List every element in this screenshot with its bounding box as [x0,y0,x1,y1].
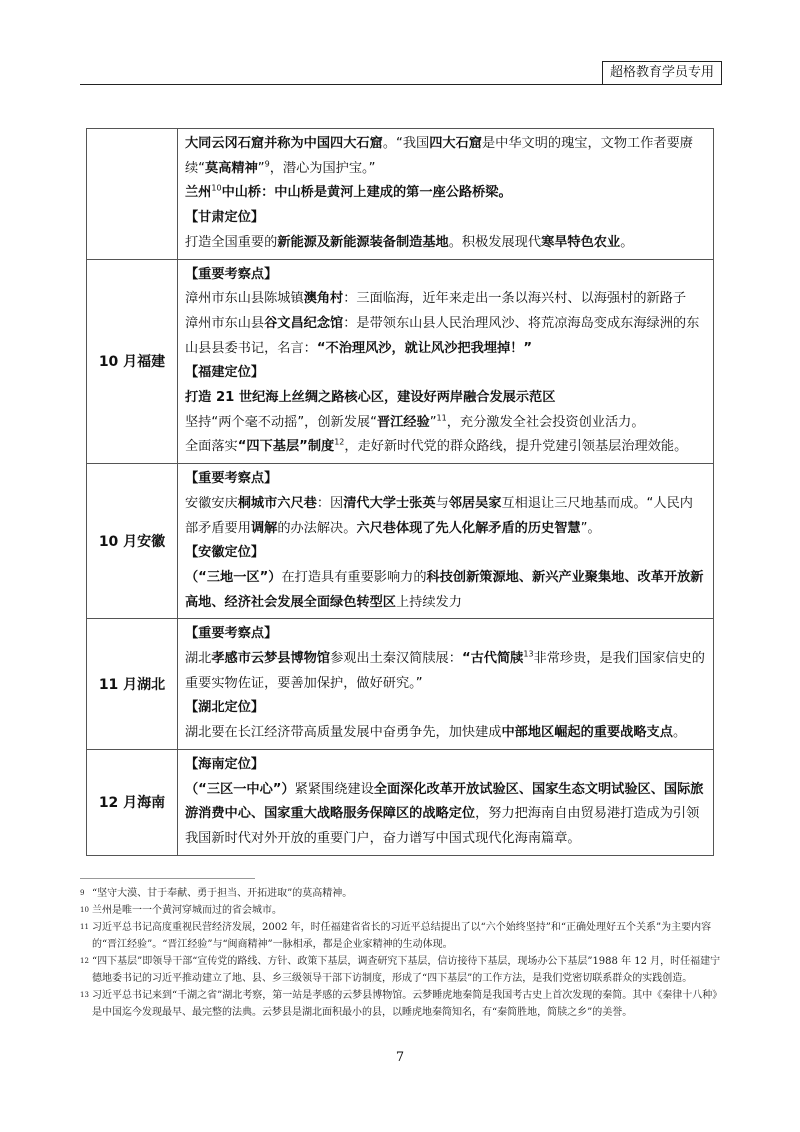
text-segment: 参观出土秦汉简牍展： [330,651,462,667]
text-segment: 打造 21 世纪海上丝绸之路核心区，建设好两岸融合发展示范区 [185,390,556,406]
region-cell: 10 月安徽 [87,464,178,619]
content-line [185,206,706,231]
content-line [185,411,706,436]
footnote-item [80,987,725,1021]
text-segment: 。“我国 [382,136,430,151]
text-segment: 寒旱特色农业 [541,234,621,250]
footnote-ref: 12 [334,438,345,448]
text-segment: 。 [620,234,634,250]
region-cell: 10 月福建 [87,259,178,464]
text-segment: 六尺巷体现了先人化解矛盾的历史智慧 [356,520,581,536]
text-segment: 兰州 [185,185,212,201]
text-segment: 中山桥：中山桥是黄河上建成的第一座公路桥梁。 [221,185,512,201]
text-segment: 互相退让三尺地基而成。“人民内部矛盾要用 [185,495,693,536]
text-segment: 澳角村 [303,291,344,307]
footnote-ref: 10 [211,184,222,194]
content-line [185,467,706,492]
footnote-item [80,953,725,987]
content-line [185,753,706,778]
text-segment: 【重要考察点】 [185,626,278,642]
text-segment: 【重要考察点】 [185,266,278,282]
footnote-number: 10 [80,906,89,914]
text-segment: 大同云冈石窟并称为中国四大石窟 [185,136,383,151]
footnote-text: 习近平总书记高度重视民营经济发展，2002 年，时任福建省省长的习近平总结提出了以“六个始终坚持”和“正确处理好五个关系”为主要内容的“晋江经验”。“晋江经验”与“闽商精神”一脉相承，都是企业家精神的生动体现。 [92,922,712,950]
text-segment: 【甘肃定位】 [185,210,265,226]
footnote-rule [80,878,255,879]
content-line [185,287,706,312]
content-line [185,181,706,206]
content-line [185,647,706,696]
text-segment: ，努力把海南自由贸易港打造成为引领我国新时代对外开放的重要门户，奋力谱写中国式现代化海南篇章。 [185,806,700,846]
text-segment: ：是带领东山县人民治理风沙、将荒凉海岛变成东海绿洲的东山县县委书记，名言： [185,315,700,356]
region-cell: 12 月海南 [87,749,178,855]
header-watermark: 超格教育学员专用 [602,61,722,85]
text-segment: 邻居吴家 [448,495,502,511]
text-segment: “古代简牍 [461,651,524,667]
text-segment: 谷文昌纪念馆 [264,315,344,331]
text-segment: “不治理风沙，就让风沙把我埋掉！” [316,340,533,356]
text-segment: 【安徽定位】 [185,545,265,561]
content-cell [178,619,714,750]
text-segment: 漳州市东山县陈城镇 [185,291,304,307]
footnote-number: 9 [80,889,85,897]
header-rule [80,84,720,85]
text-segment: 孝感市云梦县博物馆 [211,651,331,667]
content-line [185,132,706,181]
text-segment: 漳州市东山县 [185,315,265,331]
content-line [185,622,706,647]
content-line [185,263,706,288]
text-segment: 坚持“两个毫不动摇”，创新发展“ [185,414,377,430]
content-line [185,231,706,256]
text-segment: 新能源及新能源装备制造基地 [277,234,449,250]
text-segment: ” [257,160,265,176]
text-segment: 【福建定位】 [185,365,265,381]
text-segment: 的办法解决。 [277,520,357,536]
footnote-text: “四下基层”即领导干部“宣传党的路线、方针、政策下基层，调查研究下基层，信访接待下基层，现场办公下基层”1988 年 12 月，时任福建宁德地委书记的习近平推动建立了地、县、乡三级领导干部下访制度，形成了“四下基层”的工作方法，是我们党密切联系群众的实践创造。 [92,956,721,984]
text-segment: 非常珍贵，是我们国家信史的重要实物佐证，要善加保护，做好研究。” [185,651,705,691]
content-table [86,128,714,856]
text-segment: ：三面临海，近年来走出一条以海兴村、以海强村的新路子 [343,291,687,307]
content-cell [178,259,714,464]
text-segment: 桐城市六尺巷 [237,495,317,511]
content-line [185,386,706,411]
table-row [87,464,714,619]
text-segment: ，充分激发全社会投资创业活力。 [446,414,645,430]
text-segment: 科技创新策源地、新兴产业聚集地、改革开放新高地、经济社会发展全面绿色转型区 [185,569,704,610]
region-cell: 11 月湖北 [87,619,178,750]
table-row [87,259,714,464]
text-segment: 是中华文明的瑰宝，文物工作者要赓续“ [185,136,693,176]
footnote-number: 11 [80,923,89,931]
content-line [185,435,706,460]
footnote-item [80,885,725,902]
text-segment: ：因 [316,495,344,511]
footnote-item [80,919,725,953]
text-segment: 。积极发展现代 [448,234,542,250]
content-cell [178,749,714,855]
text-segment: ，走好新时代党的群众路线，提升党建引领基层治理效能。 [344,439,688,455]
table-row [87,129,714,260]
text-segment: 上持续发力 [396,594,462,610]
footnote-ref: 9 [264,159,270,169]
text-segment: 莫高精神 [205,160,258,176]
footnote-item [80,902,725,919]
text-segment: 【湖北定位】 [185,700,265,716]
text-segment: 晋江经验 [376,414,430,430]
footnote-ref: 13 [523,649,534,659]
text-segment: 清代大学士张英 [343,495,436,511]
table-row [87,749,714,855]
text-segment: 与 [435,495,449,511]
text-segment: ” [429,414,437,430]
text-segment: （“三区一中心”） [185,781,295,797]
text-segment: 湖北 [185,651,212,667]
text-segment: 【海南定位】 [185,756,265,772]
content-line [185,696,706,721]
footnote-text: “坚守大漠、甘于奉献、勇于担当、开拓进取”的莫高精神。 [92,888,353,899]
text-segment: ”。 [580,520,601,536]
content-cell [178,129,714,260]
text-segment: 紧紧围绕建设 [294,781,374,797]
text-segment: ，潜心为国护宝。” [269,160,376,176]
footnote-text: 习近平总书记来到“千湖之省”湖北考察，第一站是孝感的云梦县博物馆。云梦睡虎地秦简是我国考古史上首次发现的秦简。其中《秦律十八种》是中国迄今发现最早、最完整的法典。云梦县是湖北面积最小的县，以睡虎地秦简知名，有“秦简胜地，简牍之乡”的美誉。 [92,990,723,1018]
footnote-number: 12 [80,957,89,965]
text-segment: 中部地区崛起的重要战略支点 [501,725,673,741]
content-line [185,312,706,361]
text-segment: “四下基层”制度 [237,439,335,455]
text-segment: 在打造具有重要影响力的 [281,569,427,585]
text-segment: 安徽安庆 [185,495,238,511]
text-segment: 打造全国重要的 [185,234,278,250]
footnote-number: 13 [80,991,89,999]
text-segment: 【重要考察点】 [185,471,278,487]
text-segment: 湖北要在长江经济带高质量发展中奋勇争先，加快建成 [185,725,502,741]
text-segment: 全面深化改革开放试验区、国家生态文明试验区、国际旅游消费中心、国家重大战略服务保障区的战略定位 [185,781,704,822]
footnote-text: 兰州是唯一一个黄河穿城而过的省会城市。 [92,905,282,916]
text-segment: 调解 [250,520,278,536]
footnote-ref: 11 [436,413,447,423]
content-line [185,566,706,615]
text-segment: 全面落实 [185,439,238,455]
content-line [185,541,706,566]
content-cell [178,464,714,619]
page-number: 7 [395,1050,405,1065]
footnotes [80,885,725,1021]
content-line [185,492,706,541]
table-row [87,619,714,750]
region-cell [87,129,178,260]
text-segment: 。 [672,725,687,741]
content-line [185,361,706,386]
text-segment: （“三地一区”） [185,569,282,585]
content-line [185,778,706,852]
text-segment: 四大石窟 [429,136,482,151]
content-line [185,721,706,746]
